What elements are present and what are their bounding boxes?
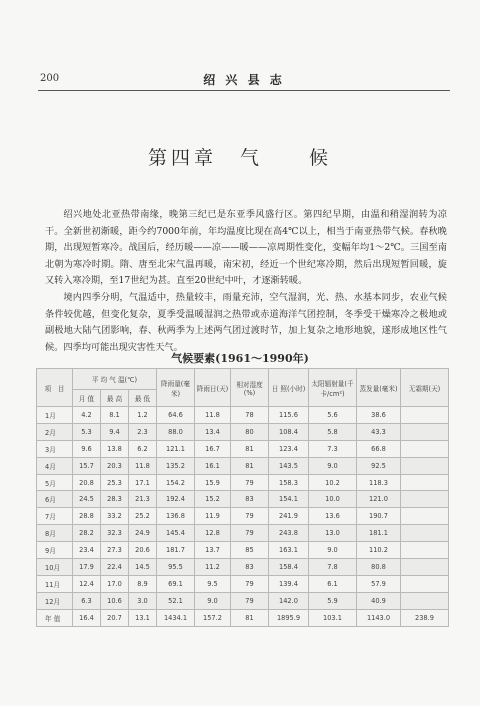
table-cell: 25.3: [101, 474, 129, 491]
table-cell: 80: [231, 423, 269, 440]
table-cell: 83: [231, 559, 269, 576]
table-cell: 145.4: [157, 525, 195, 542]
table-row: [37, 525, 449, 542]
table-cell: 5.3: [73, 423, 101, 440]
header-rule: [38, 90, 450, 91]
table-cell: 6.1: [309, 575, 357, 592]
table-cell: 163.1: [269, 542, 309, 559]
header-radiation: 太阳辐射量(千卡/cm²): [309, 369, 357, 407]
table-cell: 9.0: [309, 457, 357, 474]
table-cell: 7.8: [309, 559, 357, 576]
table-cell: 6.3: [73, 592, 101, 609]
table-cell: 15.2: [195, 491, 231, 508]
table-cell: 15.7: [73, 457, 101, 474]
table-cell: 181.7: [157, 542, 195, 559]
table-cell: 121.0: [357, 491, 401, 508]
table-cell: [401, 542, 449, 559]
table-cell: 6.2: [129, 440, 157, 457]
table-cell: 9.5: [195, 575, 231, 592]
table-cell: 25.2: [129, 508, 157, 525]
table-cell: 20.6: [129, 542, 157, 559]
table-cell: 20.7: [101, 609, 129, 626]
table-cell: 1143.0: [357, 609, 401, 626]
table-cell: 17.0: [101, 575, 129, 592]
table-cell: 21.3: [129, 491, 157, 508]
table-cell: 81: [231, 440, 269, 457]
table-cell: 1895.9: [269, 609, 309, 626]
table-cell: 143.5: [269, 457, 309, 474]
table-cell: 135.2: [157, 457, 195, 474]
table-row: [37, 542, 449, 559]
table-cell: 139.4: [269, 575, 309, 592]
table-cell: 103.1: [309, 609, 357, 626]
row-label-cell: 7月: [37, 508, 73, 525]
header-temp-max: 最 高: [101, 390, 129, 407]
table-cell: 79: [231, 508, 269, 525]
table-cell: 11.8: [195, 407, 231, 424]
table-cell: 142.0: [269, 592, 309, 609]
table-cell: 11.9: [195, 508, 231, 525]
table-cell: 157.2: [195, 609, 231, 626]
table-cell: 24.5: [73, 491, 101, 508]
table-row: [37, 423, 449, 440]
table-cell: 40.9: [357, 592, 401, 609]
table-row: [37, 474, 449, 491]
table-cell: 16.4: [73, 609, 101, 626]
table-cell: [401, 423, 449, 440]
table-cell: 64.6: [157, 407, 195, 424]
table-cell: 13.4: [195, 423, 231, 440]
header-temperature: 平 均 气 温(℃): [73, 369, 157, 390]
table-cell: 81: [231, 457, 269, 474]
table-cell: 8.9: [129, 575, 157, 592]
row-label-cell: 2月: [37, 423, 73, 440]
table-cell: 9.0: [309, 542, 357, 559]
table-cell: 108.4: [269, 423, 309, 440]
table-cell: 13.6: [309, 508, 357, 525]
table-cell: 10.6: [101, 592, 129, 609]
table-cell: 83: [231, 491, 269, 508]
table-cell: 241.9: [269, 508, 309, 525]
row-label-cell: 10月: [37, 559, 73, 576]
page-header: [40, 70, 448, 90]
table-cell: 28.3: [101, 491, 129, 508]
row-label-cell: 11月: [37, 575, 73, 592]
table-cell: 115.6: [269, 407, 309, 424]
table-cell: 81: [231, 609, 269, 626]
table-row: [37, 491, 449, 508]
table-cell: 16.7: [195, 440, 231, 457]
table-cell: 118.3: [357, 474, 401, 491]
page-number: 200: [40, 73, 60, 84]
table-cell: 52.1: [157, 592, 195, 609]
row-label-cell: 3月: [37, 440, 73, 457]
table-cell: 5.8: [309, 423, 357, 440]
table-cell: 136.8: [157, 508, 195, 525]
table-cell: [401, 457, 449, 474]
table-row: [37, 609, 449, 626]
table-cell: [401, 592, 449, 609]
table-cell: 33.2: [101, 508, 129, 525]
table-cell: 23.4: [73, 542, 101, 559]
table-cell: 28.2: [73, 525, 101, 542]
table-cell: 43.3: [357, 423, 401, 440]
table-cell: 27.3: [101, 542, 129, 559]
table-cell: 13.0: [309, 525, 357, 542]
table-cell: 32.3: [101, 525, 129, 542]
row-label-cell: 6月: [37, 491, 73, 508]
table-cell: [401, 440, 449, 457]
table-row: [37, 508, 449, 525]
header-frost-free: 无霜期(天): [401, 369, 449, 407]
table-cell: 3.0: [129, 592, 157, 609]
table-cell: 243.8: [269, 525, 309, 542]
table-cell: 110.2: [357, 542, 401, 559]
table-cell: [401, 559, 449, 576]
table-row: [37, 559, 449, 576]
table-cell: 13.1: [129, 609, 157, 626]
table-cell: 92.5: [357, 457, 401, 474]
table-cell: 79: [231, 575, 269, 592]
body-paragraph: 绍兴地处北亚热带南缘，晚第三纪已是东亚季风盛行区。第四纪早期，由温和稍湿润转为凉干。全新世初渐暖，距今约7000年前，年均温度比现在高4℃以上，相当于南亚热带气候。春秋晚期，出现短暂寒冷。战国后，经历暖——凉——暖——凉周期性变化，变幅年均1～2℃。三国至南北朝为寒冷时期。隋、唐至北宋气温再暖，南宋初，经近一个世纪寒冷期，然后出现短暂回暖，旋又转入寒冷期，至17世纪为甚。直至20世纪中叶，才逐渐转暖。: [45, 209, 447, 286]
table-cell: 24.9: [129, 525, 157, 542]
table-cell: 9.4: [101, 423, 129, 440]
table-cell: 38.6: [357, 407, 401, 424]
table-cell: 85: [231, 542, 269, 559]
table-cell: 181.1: [357, 525, 401, 542]
table-cell: [401, 474, 449, 491]
table-cell: 8.1: [101, 407, 129, 424]
row-label-cell: 5月: [37, 474, 73, 491]
table-cell: 154.1: [269, 491, 309, 508]
table-cell: 11.8: [129, 457, 157, 474]
table-cell: 158.4: [269, 559, 309, 576]
table-cell: 16.1: [195, 457, 231, 474]
table-cell: 17.1: [129, 474, 157, 491]
table-cell: 79: [231, 592, 269, 609]
table-cell: 10.0: [309, 491, 357, 508]
table-cell: 9.0: [195, 592, 231, 609]
table-cell: 80.8: [357, 559, 401, 576]
header-item: 项 目: [37, 369, 73, 407]
table-cell: 12.8: [195, 525, 231, 542]
table-cell: 13.7: [195, 542, 231, 559]
chapter-title: 第四章 气 候: [147, 147, 332, 169]
table-row: [37, 575, 449, 592]
table-cell: 7.3: [309, 440, 357, 457]
table-cell: 4.2: [73, 407, 101, 424]
table-cell: 1434.1: [157, 609, 195, 626]
table-row: [37, 457, 449, 474]
table-cell: 192.4: [157, 491, 195, 508]
table-cell: 158.3: [269, 474, 309, 491]
table-cell: 20.8: [73, 474, 101, 491]
row-label-cell: 9月: [37, 542, 73, 559]
running-title: 绍 兴 县 志: [203, 73, 285, 87]
table-row: [37, 592, 449, 609]
table-cell: 154.2: [157, 474, 195, 491]
header-evaporation: 蒸发量(毫米): [357, 369, 401, 407]
table-cell: [401, 525, 449, 542]
table-cell: [401, 491, 449, 508]
table-cell: 10.2: [309, 474, 357, 491]
row-label-cell: 1月: [37, 407, 73, 424]
header-sunshine: 日 照(小时): [269, 369, 309, 407]
table-cell: 5.9: [309, 592, 357, 609]
row-label-cell: 8月: [37, 525, 73, 542]
table-cell: 190.7: [357, 508, 401, 525]
climate-table: [36, 368, 449, 627]
header-humidity: 相对湿度(%): [231, 369, 269, 407]
table-cell: 123.4: [269, 440, 309, 457]
table-cell: 17.9: [73, 559, 101, 576]
table-cell: 79: [231, 474, 269, 491]
table-row: [37, 407, 449, 424]
table-cell: 13.8: [101, 440, 129, 457]
table-cell: 15.9: [195, 474, 231, 491]
table-cell: 28.8: [73, 508, 101, 525]
table-cell: 5.6: [309, 407, 357, 424]
table-cell: 9.6: [73, 440, 101, 457]
row-label-cell: 4月: [37, 457, 73, 474]
table-cell: [401, 575, 449, 592]
table-cell: 121.1: [157, 440, 195, 457]
table-cell: 14.5: [129, 559, 157, 576]
table-cell: 57.9: [357, 575, 401, 592]
row-label-cell: 年 值: [37, 609, 73, 626]
table-cell: 69.1: [157, 575, 195, 592]
table-cell: 12.4: [73, 575, 101, 592]
header-rainfall: 降雨量(毫米): [157, 369, 195, 407]
header-temp-mean: 月 值: [73, 390, 101, 407]
header-rain-days: 降雨日(天): [195, 369, 231, 407]
header-temp-min: 最 低: [129, 390, 157, 407]
table-cell: 95.5: [157, 559, 195, 576]
table-cell: 88.0: [157, 423, 195, 440]
table-cell: 78: [231, 407, 269, 424]
body-paragraph: 境内四季分明，气温适中，热量较丰，雨量充沛，空气湿润，光、热、水基本同步，农业气候条件较优越，但变化复杂，夏季受温暖湿润之热带或赤道海洋气团控制，冬季受干燥寒冷之极地或副极地大陆气团影响，春、秋两季为上述两气团过渡时节，加上复杂之地形地貌，遂形成地区性气候。四季均可能出现灾害性天气。: [45, 292, 447, 353]
table-title: 气候要素(1961～1990年): [171, 352, 309, 365]
table-cell: 22.4: [101, 559, 129, 576]
table-cell: 11.2: [195, 559, 231, 576]
table-cell: 66.8: [357, 440, 401, 457]
table-cell: 238.9: [401, 609, 449, 626]
table-cell: [401, 508, 449, 525]
table-cell: 79: [231, 525, 269, 542]
table-cell: 1.2: [129, 407, 157, 424]
row-label-cell: 12月: [37, 592, 73, 609]
table-cell: 2.3: [129, 423, 157, 440]
table-row: [37, 440, 449, 457]
table-cell: [401, 407, 449, 424]
table-cell: 20.3: [101, 457, 129, 474]
